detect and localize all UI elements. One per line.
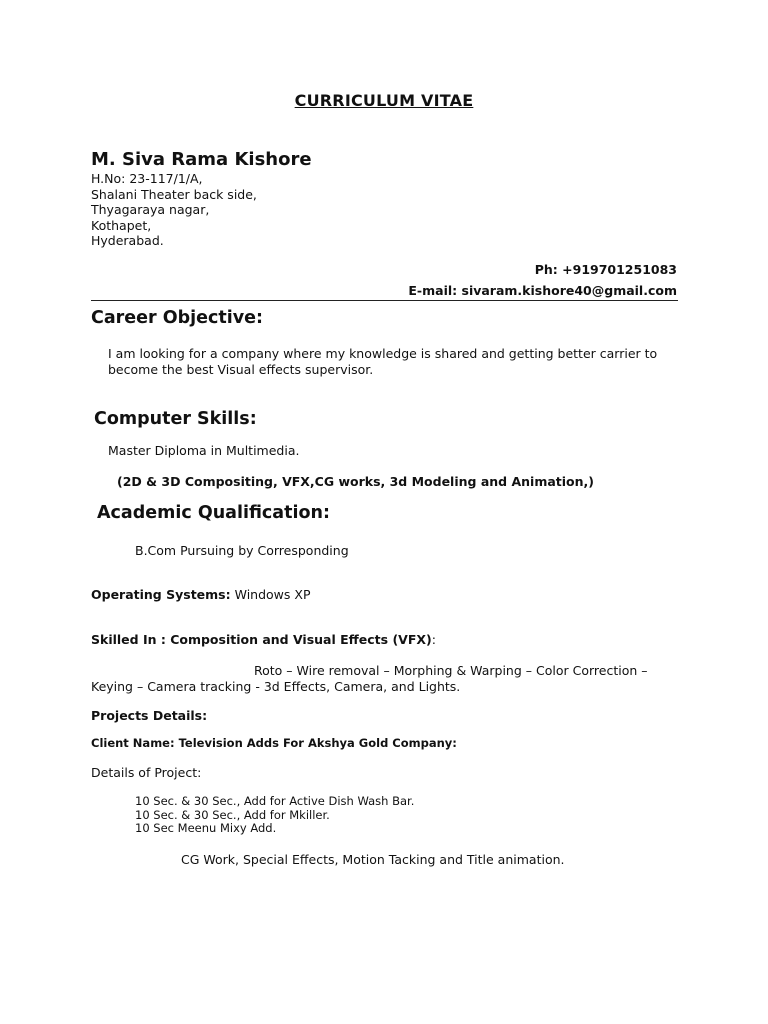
career-objective-heading: Career Objective: <box>91 308 264 328</box>
client-name-value: Television Adds For Akshya Gold Company: <box>178 736 457 750</box>
project-item: 10 Sec Meenu Mixy Add. <box>135 821 277 835</box>
skilled-in-label: Skilled In : Composition and Visual Effects (VFX) <box>91 632 432 647</box>
address-block <box>91 171 257 249</box>
skills-list-line: Roto – Wire removal – Morphing & Warping – Color Correction – <box>254 663 648 678</box>
address-line: Kothapet, <box>91 217 152 233</box>
operating-systems-value: Windows XP <box>234 587 311 602</box>
skills-list-line: Keying – Camera tracking - 3d Effects, Camera, and Lights. <box>91 679 461 694</box>
document-title: CURRICULUM VITAE <box>294 91 474 110</box>
career-objective-text <box>108 346 657 377</box>
operating-systems-label: Operating Systems: <box>91 587 231 602</box>
objective-line: become the best Visual effects supervisor. <box>108 361 374 377</box>
project-item: 10 Sec. & 30 Sec., Add for Mkiller. <box>135 807 330 822</box>
computer-skills-detail: (2D & 3D Compositing, VFX,CG works, 3d Modeling and Animation,) <box>117 474 594 489</box>
skilled-in <box>91 632 436 647</box>
address-line: Shalani Theater back side, <box>91 186 257 202</box>
client-name <box>91 736 457 750</box>
operating-systems <box>91 587 310 602</box>
project-details-heading: Details of Project: <box>91 765 202 780</box>
candidate-name: M. Siva Rama Kishore <box>91 149 312 170</box>
address-line: H.No: 23-117/1/A, <box>91 171 203 186</box>
email-address: E-mail: sivaram.kishore40@gmail.com <box>408 283 677 298</box>
phone-number: Ph: +919701251083 <box>534 262 677 277</box>
skilled-in-colon: : <box>431 632 436 647</box>
academic-detail: B.Com Pursuing by Corresponding <box>135 543 349 558</box>
address-line: Thyagaraya nagar, <box>91 202 210 217</box>
project-list <box>135 795 414 836</box>
project-item: 10 Sec. & 30 Sec., Add for Active Dish Wash Bar. <box>135 794 415 808</box>
academic-heading: Academic Qualification: <box>97 503 330 523</box>
computer-skills-heading: Computer Skills: <box>94 409 257 429</box>
client-name-label: Client Name: <box>91 736 175 750</box>
address-line: Hyderabad. <box>91 233 164 248</box>
objective-line: I am looking for a company where my knowledge is shared and getting better carrier to <box>108 346 658 361</box>
project-work-summary: CG Work, Special Effects, Motion Tacking and Title animation. <box>181 852 565 867</box>
computer-skills-diploma: Master Diploma in Multimedia. <box>108 443 300 458</box>
projects-heading: Projects Details: <box>91 708 208 723</box>
header-divider <box>91 300 678 301</box>
